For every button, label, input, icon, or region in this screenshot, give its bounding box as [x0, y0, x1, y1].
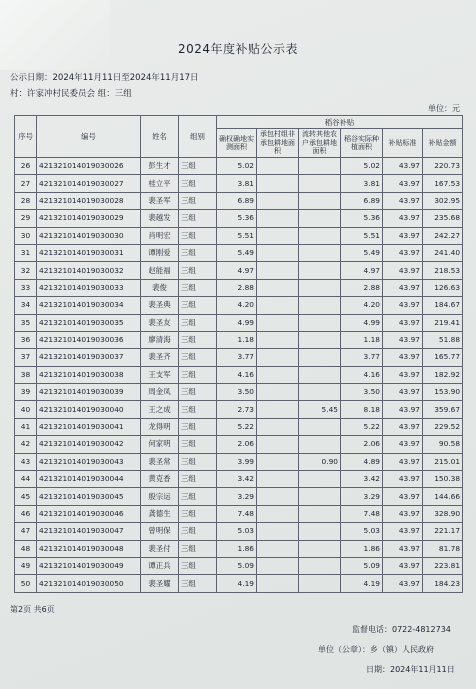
row-transfer-area	[299, 523, 341, 540]
row-rice-area: 5.36	[341, 210, 383, 227]
row-group: 三组	[179, 471, 217, 488]
row-group: 三组	[179, 505, 217, 522]
row-amount: 223.81	[423, 557, 463, 574]
row-transfer-area	[299, 158, 341, 175]
row-village-contract	[257, 384, 299, 401]
row-seq: 37	[15, 349, 37, 366]
row-group: 三组	[179, 540, 217, 557]
row-rice-area: 1.18	[341, 331, 383, 348]
row-amount: 219.41	[423, 314, 463, 331]
row-area-confirmed: 4.19	[217, 575, 257, 592]
row-transfer-area	[299, 540, 341, 557]
row-area-confirmed: 3.29	[217, 488, 257, 505]
row-standard: 43.97	[383, 557, 423, 574]
row-code: 421321014019030038	[37, 366, 141, 383]
table-row	[15, 175, 463, 192]
row-village-contract	[257, 244, 299, 261]
header-rice-subsidy: 稻谷补贴	[217, 116, 463, 129]
row-transfer-area	[299, 210, 341, 227]
row-rice-area: 5.22	[341, 418, 383, 435]
row-code: 421321014019030045	[37, 488, 141, 505]
row-group: 三组	[179, 575, 217, 592]
row-group: 三组	[179, 279, 217, 296]
row-seq: 45	[15, 488, 37, 505]
table-row	[15, 366, 463, 383]
row-name: 裴圣常	[141, 453, 179, 470]
row-area-confirmed: 5.36	[217, 210, 257, 227]
row-seq: 30	[15, 227, 37, 244]
row-seq: 39	[15, 384, 37, 401]
table-row	[15, 314, 463, 331]
row-group: 三组	[179, 192, 217, 209]
row-area-confirmed: 3.42	[217, 471, 257, 488]
row-name: 裴圣付	[141, 540, 179, 557]
row-code: 421321014019030042	[37, 436, 141, 453]
row-code: 421321014019030043	[37, 453, 141, 470]
row-standard: 43.97	[383, 505, 423, 522]
row-area-confirmed: 2.06	[217, 436, 257, 453]
table-row	[15, 349, 463, 366]
table-row	[15, 575, 463, 592]
row-group: 三组	[179, 453, 217, 470]
row-rice-area: 5.09	[341, 557, 383, 574]
row-group: 三组	[179, 366, 217, 383]
row-code: 421321014019030050	[37, 575, 141, 592]
row-group: 三组	[179, 314, 217, 331]
row-area-confirmed: 1.18	[217, 331, 257, 348]
row-transfer-area	[299, 227, 341, 244]
header-group: 组别	[179, 116, 217, 158]
row-transfer-area	[299, 418, 341, 435]
row-village-contract	[257, 175, 299, 192]
table-row	[15, 244, 463, 261]
row-seq: 40	[15, 401, 37, 418]
row-name: 裴圣齐	[141, 349, 179, 366]
row-transfer-area	[299, 349, 341, 366]
row-code: 421321014019030044	[37, 471, 141, 488]
row-area-confirmed: 4.99	[217, 314, 257, 331]
row-name: 王支军	[141, 366, 179, 383]
row-transfer-area	[299, 557, 341, 574]
row-code: 421321014019030034	[37, 297, 141, 314]
header-rice-area: 稻谷实际种植面积	[341, 129, 383, 158]
row-village-contract	[257, 192, 299, 209]
row-village-contract	[257, 210, 299, 227]
row-code: 421321014019030046	[37, 505, 141, 522]
row-group: 三组	[179, 227, 217, 244]
row-standard: 43.97	[383, 540, 423, 557]
row-group: 三组	[179, 401, 217, 418]
row-transfer-area	[299, 366, 341, 383]
table-row	[15, 540, 463, 557]
row-code: 421321014019030031	[37, 244, 141, 261]
row-seq: 50	[15, 575, 37, 592]
row-standard: 43.97	[383, 262, 423, 279]
row-amount: 220.73	[423, 158, 463, 175]
row-area-confirmed: 7.48	[217, 505, 257, 522]
row-rice-area: 4.97	[341, 262, 383, 279]
village-group: 村：许家冲村民委员会 组：三组	[10, 89, 132, 99]
row-standard: 43.97	[383, 210, 423, 227]
row-seq: 47	[15, 523, 37, 540]
row-transfer-area	[299, 331, 341, 348]
row-name: 裴圣典	[141, 297, 179, 314]
header-standard: 补贴标准	[383, 129, 423, 158]
row-amount: 165.77	[423, 349, 463, 366]
row-rice-area: 3.29	[341, 488, 383, 505]
row-seq: 48	[15, 540, 37, 557]
row-standard: 43.97	[383, 453, 423, 470]
row-village-contract	[257, 575, 299, 592]
row-rice-area: 5.49	[341, 244, 383, 261]
table-row	[15, 488, 463, 505]
row-amount: 218.53	[423, 262, 463, 279]
row-seq: 36	[15, 331, 37, 348]
sign-date: 日期：2024年11月11日	[366, 665, 455, 674]
row-village-contract	[257, 418, 299, 435]
row-group: 三组	[179, 210, 217, 227]
table-row	[15, 523, 463, 540]
row-code: 421321014019030037	[37, 349, 141, 366]
currency-unit: 单位：元	[428, 104, 460, 113]
paper-fold-highlight	[0, 0, 110, 70]
row-seq: 34	[15, 297, 37, 314]
row-transfer-area	[299, 436, 341, 453]
row-seq: 46	[15, 505, 37, 522]
row-code: 421321014019030039	[37, 384, 141, 401]
row-seq: 29	[15, 210, 37, 227]
table-row	[15, 505, 463, 522]
row-seq: 32	[15, 262, 37, 279]
row-transfer-area	[299, 505, 341, 522]
row-village-contract	[257, 279, 299, 296]
row-amount: 328.90	[423, 505, 463, 522]
row-amount: 235.68	[423, 210, 463, 227]
row-standard: 43.97	[383, 192, 423, 209]
row-rice-area: 6.89	[341, 192, 383, 209]
row-village-contract	[257, 505, 299, 522]
row-group: 三组	[179, 557, 217, 574]
row-village-contract	[257, 471, 299, 488]
row-code: 421321014019030048	[37, 540, 141, 557]
row-group: 三组	[179, 244, 217, 261]
row-amount: 241.40	[423, 244, 463, 261]
row-village-contract	[257, 366, 299, 383]
row-name: 彭生才	[141, 158, 179, 175]
table-row	[15, 297, 463, 314]
row-rice-area: 4.16	[341, 366, 383, 383]
row-code: 421321014019030049	[37, 557, 141, 574]
row-area-confirmed: 5.03	[217, 523, 257, 540]
row-name: 王之成	[141, 401, 179, 418]
header-name: 姓名	[141, 116, 179, 158]
row-amount: 184.23	[423, 575, 463, 592]
row-village-contract	[257, 314, 299, 331]
row-standard: 43.97	[383, 523, 423, 540]
table-row	[15, 384, 463, 401]
table-row	[15, 401, 463, 418]
subsidy-table	[14, 115, 463, 593]
header-transfer-area: 流转其他农户承包耕地面积	[299, 129, 341, 158]
row-name: 谭正兵	[141, 557, 179, 574]
row-area-confirmed: 4.20	[217, 297, 257, 314]
row-standard: 43.97	[383, 575, 423, 592]
row-name: 赵能福	[141, 262, 179, 279]
row-seq: 26	[15, 158, 37, 175]
row-rice-area: 2.88	[341, 279, 383, 296]
table-row	[15, 262, 463, 279]
table-row	[15, 210, 463, 227]
row-area-confirmed: 3.99	[217, 453, 257, 470]
row-group: 三组	[179, 158, 217, 175]
row-seq: 42	[15, 436, 37, 453]
row-code: 421321014019030035	[37, 314, 141, 331]
row-standard: 43.97	[383, 436, 423, 453]
row-amount: 215.01	[423, 453, 463, 470]
row-amount: 90.58	[423, 436, 463, 453]
row-amount: 242.27	[423, 227, 463, 244]
row-seq: 44	[15, 471, 37, 488]
row-name: 周金凤	[141, 384, 179, 401]
row-amount: 167.53	[423, 175, 463, 192]
row-village-contract	[257, 436, 299, 453]
row-area-confirmed: 3.50	[217, 384, 257, 401]
row-code: 421321014019030027	[37, 175, 141, 192]
header-seq: 序号	[15, 116, 37, 158]
row-amount: 229.52	[423, 418, 463, 435]
row-name: 谭刚爱	[141, 244, 179, 261]
row-amount: 302.95	[423, 192, 463, 209]
row-group: 三组	[179, 331, 217, 348]
row-name: 裴圣友	[141, 314, 179, 331]
row-standard: 43.97	[383, 401, 423, 418]
row-name: 黄克香	[141, 471, 179, 488]
row-standard: 43.97	[383, 227, 423, 244]
row-group: 三组	[179, 418, 217, 435]
header-amount: 补贴金额	[423, 129, 463, 158]
table-row	[15, 192, 463, 209]
row-village-contract	[257, 401, 299, 418]
row-transfer-area	[299, 192, 341, 209]
row-rice-area: 3.81	[341, 175, 383, 192]
row-standard: 43.97	[383, 488, 423, 505]
row-standard: 43.97	[383, 297, 423, 314]
row-area-confirmed: 3.77	[217, 349, 257, 366]
row-name: 龙得明	[141, 418, 179, 435]
table-body	[15, 158, 463, 593]
row-seq: 43	[15, 453, 37, 470]
row-amount: 221.17	[423, 523, 463, 540]
row-group: 三组	[179, 297, 217, 314]
row-amount: 150.38	[423, 471, 463, 488]
row-rice-area: 3.50	[341, 384, 383, 401]
row-village-contract	[257, 262, 299, 279]
header-village-contract: 承包村组非承包耕地面积	[257, 129, 299, 158]
row-group: 三组	[179, 262, 217, 279]
row-rice-area: 4.20	[341, 297, 383, 314]
row-amount: 81.78	[423, 540, 463, 557]
row-transfer-area	[299, 279, 341, 296]
row-area-confirmed: 5.22	[217, 418, 257, 435]
row-amount: 126.63	[423, 279, 463, 296]
row-code: 421321014019030029	[37, 210, 141, 227]
row-transfer-area	[299, 471, 341, 488]
row-amount: 153.90	[423, 384, 463, 401]
row-area-confirmed: 4.16	[217, 366, 257, 383]
row-code: 421321014019030030	[37, 227, 141, 244]
row-rice-area: 3.42	[341, 471, 383, 488]
row-transfer-area	[299, 575, 341, 592]
row-name: 曾明保	[141, 523, 179, 540]
table-row	[15, 418, 463, 435]
row-area-confirmed: 5.02	[217, 158, 257, 175]
row-amount: 184.67	[423, 297, 463, 314]
row-area-confirmed: 1.86	[217, 540, 257, 557]
row-group: 三组	[179, 384, 217, 401]
table-row	[15, 557, 463, 574]
table-row	[15, 471, 463, 488]
header-area-confirmed: 确权确地实测面积	[217, 129, 257, 158]
row-name: 廖清海	[141, 331, 179, 348]
row-transfer-area	[299, 488, 341, 505]
row-code: 421321014019030028	[37, 192, 141, 209]
row-standard: 43.97	[383, 279, 423, 296]
table-row	[15, 227, 463, 244]
row-area-confirmed: 5.51	[217, 227, 257, 244]
row-name: 裴俊	[141, 279, 179, 296]
row-village-contract	[257, 557, 299, 574]
row-village-contract	[257, 297, 299, 314]
row-standard: 43.97	[383, 366, 423, 383]
row-name: 裴越发	[141, 210, 179, 227]
row-rice-area: 7.48	[341, 505, 383, 522]
row-area-confirmed: 6.89	[217, 192, 257, 209]
row-standard: 43.97	[383, 244, 423, 261]
row-standard: 43.97	[383, 418, 423, 435]
row-seq: 33	[15, 279, 37, 296]
page-info: 第2页 共6页	[10, 605, 55, 614]
row-name: 龚德生	[141, 505, 179, 522]
row-standard: 43.97	[383, 158, 423, 175]
row-group: 三组	[179, 436, 217, 453]
row-transfer-area	[299, 244, 341, 261]
row-seq: 49	[15, 557, 37, 574]
row-standard: 43.97	[383, 471, 423, 488]
row-standard: 43.97	[383, 349, 423, 366]
row-transfer-area	[299, 175, 341, 192]
row-seq: 41	[15, 418, 37, 435]
row-rice-area: 5.02	[341, 158, 383, 175]
row-village-contract	[257, 227, 299, 244]
row-area-confirmed: 5.09	[217, 557, 257, 574]
row-amount: 182.92	[423, 366, 463, 383]
row-seq: 28	[15, 192, 37, 209]
row-transfer-area: 0.90	[299, 453, 341, 470]
row-name: 殷宗运	[141, 488, 179, 505]
row-group: 三组	[179, 175, 217, 192]
table-row	[15, 453, 463, 470]
row-rice-area: 3.77	[341, 349, 383, 366]
row-village-contract	[257, 158, 299, 175]
row-code: 421321014019030041	[37, 418, 141, 435]
row-rice-area: 5.03	[341, 523, 383, 540]
notice-date: 公示日期：2024年11月11日至2024年11月17日	[10, 73, 199, 83]
row-seq: 31	[15, 244, 37, 261]
table-row	[15, 331, 463, 348]
row-village-contract	[257, 349, 299, 366]
row-group: 三组	[179, 488, 217, 505]
row-transfer-area	[299, 384, 341, 401]
row-amount: 51.88	[423, 331, 463, 348]
row-rice-area: 5.51	[341, 227, 383, 244]
row-seq: 38	[15, 366, 37, 383]
row-village-contract	[257, 488, 299, 505]
table-row	[15, 436, 463, 453]
row-area-confirmed: 2.88	[217, 279, 257, 296]
row-transfer-area	[299, 314, 341, 331]
row-standard: 43.97	[383, 175, 423, 192]
row-standard: 43.97	[383, 331, 423, 348]
row-code: 421321014019030036	[37, 331, 141, 348]
table-row	[15, 279, 463, 296]
row-standard: 43.97	[383, 384, 423, 401]
row-code: 421321014019030032	[37, 262, 141, 279]
row-area-confirmed: 4.97	[217, 262, 257, 279]
row-rice-area: 8.18	[341, 401, 383, 418]
row-transfer-area: 5.45	[299, 401, 341, 418]
row-transfer-area	[299, 297, 341, 314]
row-seq: 27	[15, 175, 37, 192]
row-village-contract	[257, 331, 299, 348]
row-code: 421321014019030026	[37, 158, 141, 175]
row-rice-area: 2.06	[341, 436, 383, 453]
row-rice-area: 4.89	[341, 453, 383, 470]
row-name: 桂立平	[141, 175, 179, 192]
table-row	[15, 158, 463, 175]
row-name: 裴圣耀	[141, 575, 179, 592]
row-area-confirmed: 3.81	[217, 175, 257, 192]
row-rice-area: 1.86	[341, 540, 383, 557]
row-code: 421321014019030040	[37, 401, 141, 418]
row-village-contract	[257, 540, 299, 557]
row-group: 三组	[179, 349, 217, 366]
supervision-phone: 监督电话：0722-4812734	[352, 625, 451, 634]
row-code: 421321014019030033	[37, 279, 141, 296]
row-code: 421321014019030047	[37, 523, 141, 540]
row-group: 三组	[179, 523, 217, 540]
row-village-contract	[257, 523, 299, 540]
row-village-contract	[257, 453, 299, 470]
row-name: 裴圣军	[141, 192, 179, 209]
issuing-unit: 单位（公章）：乡（镇）人民政府	[318, 645, 434, 654]
header-code: 编号	[37, 116, 141, 158]
row-rice-area: 4.19	[341, 575, 383, 592]
row-standard: 43.97	[383, 314, 423, 331]
row-amount: 359.67	[423, 401, 463, 418]
row-transfer-area	[299, 262, 341, 279]
row-seq: 35	[15, 314, 37, 331]
row-amount: 144.66	[423, 488, 463, 505]
row-area-confirmed: 5.49	[217, 244, 257, 261]
row-name: 何家明	[141, 436, 179, 453]
document-title: 2024年度补贴公示表	[177, 42, 299, 56]
row-area-confirmed: 2.73	[217, 401, 257, 418]
row-name: 肖明宏	[141, 227, 179, 244]
row-rice-area: 4.99	[341, 314, 383, 331]
